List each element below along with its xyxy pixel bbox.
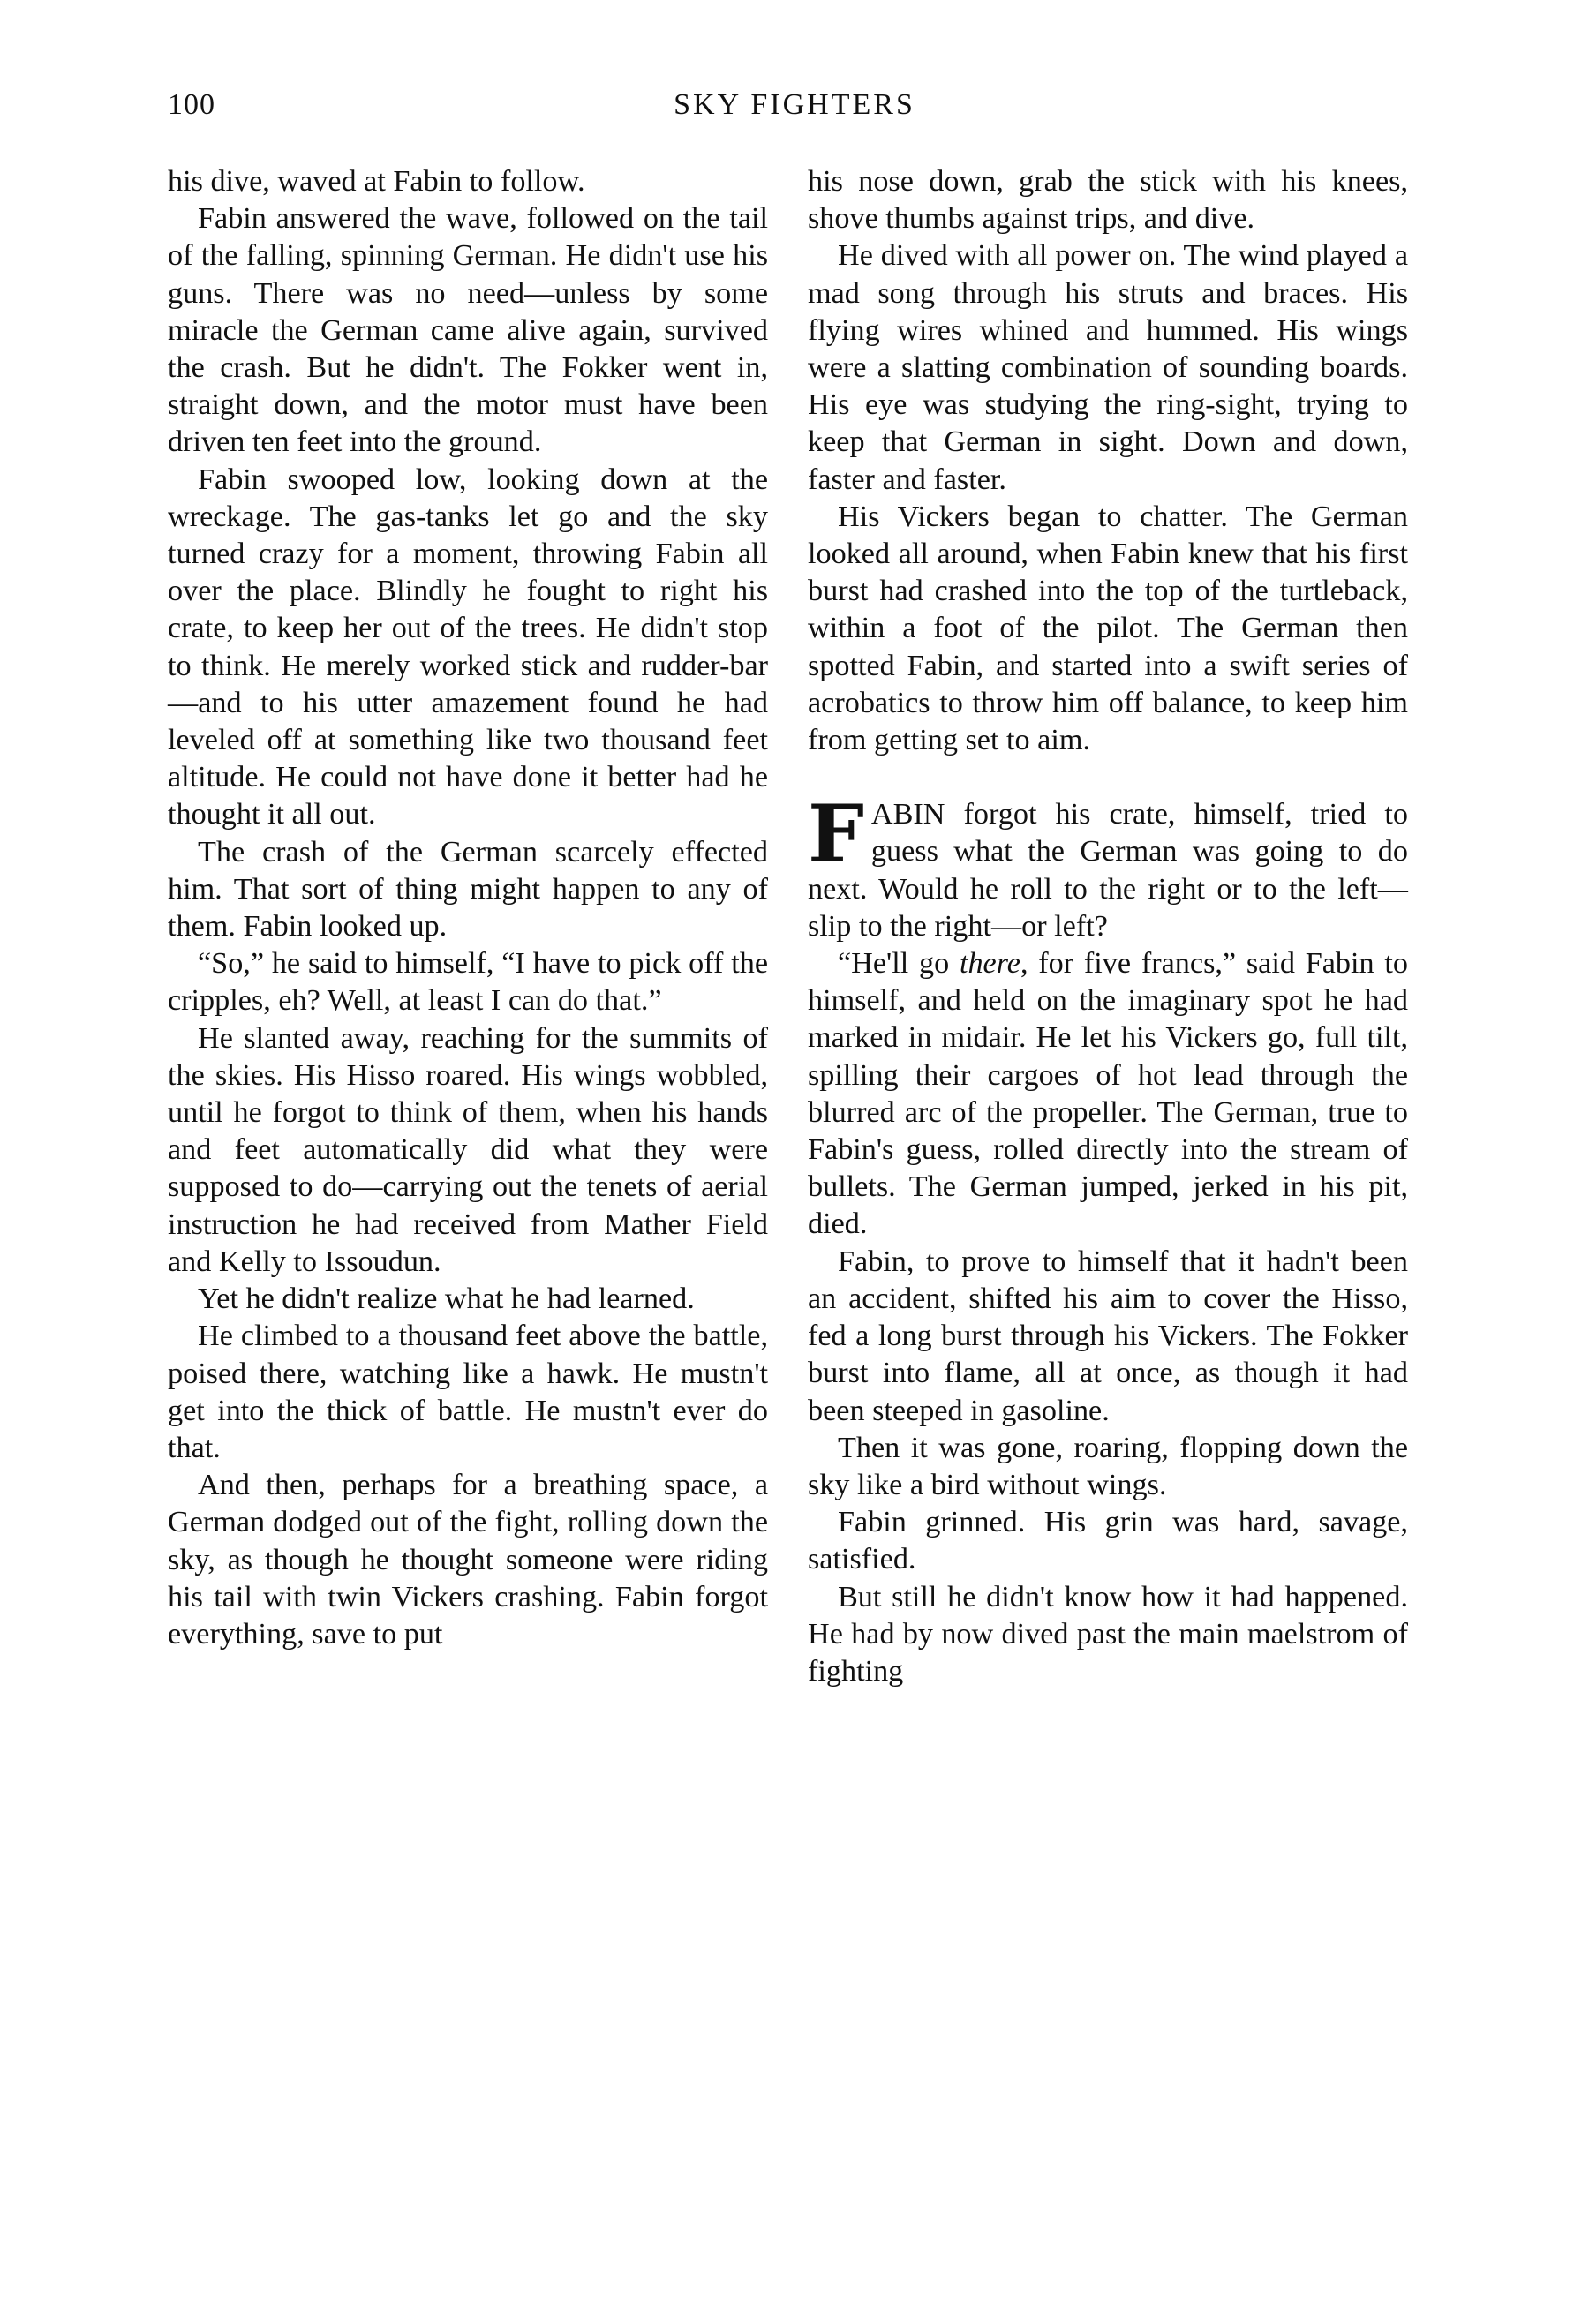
running-title: SKY FIGHTERS xyxy=(674,88,915,121)
quote-end: , for five francs,” said Fabin to himself, and held on the imaginary spot he had marked in midair. He let his Vickers go, full tilt, spilling their cargoes of hot lead through the blurred arc of the propeller. The German, true to Fabin's guess, rolled directly into the stream of bullets. The German jumped, jerked in his pit, died. xyxy=(808,947,1408,1241)
paragraph: He slanted away, reaching for the summits of the skies. His Hisso roared. His wings wobbled, until he forgot to think of them, when his hands and feet automatically did what they were supposed to do—carrying out the tenets of aerial instruction he had received from Mather Field and Kelly to Issoudun. xyxy=(168,1021,768,1278)
page-number: 100 xyxy=(168,88,215,121)
emphasis: there xyxy=(959,947,1020,981)
paragraph: Fabin grinned. His grin was hard, savage, satisfied. xyxy=(808,1506,1408,1576)
quote-start: “He'll go xyxy=(838,947,960,981)
paragraph: Then it was gone, roaring, flopping down the sky like a bird without wings. xyxy=(808,1431,1408,1501)
paragraph: The crash of the German scarcely effected him. That sort of thing might happen to any of them. Fabin looked up. xyxy=(168,835,768,944)
right-column xyxy=(808,163,1408,1690)
paragraph: his nose down, grab the stick with his knees, shove thumbs against trips, and dive. xyxy=(808,165,1408,236)
paragraph: Fabin swooped low, looking down at the wreckage. The gas-tanks let go and the sky turned crazy for a moment, throwing Fabin all over the place. Blindly he fought to right his crate, to keep her out of the trees. He didn't stop to think. He merely worked stick and rudder-bar —and to his utter amazement found he had leveled off at something like two thousand feet altitude. He could not have done it better had he thought it all out. xyxy=(168,463,768,831)
paragraph: Fabin answered the wave, followed on the tail of the falling, spinning German. He didn't use his guns. There was no need—unless by some miracle the German came alive again, survived the crash. But he didn't. The Fokker went in, straight down, and the motor must have been driven ten feet into the ground. xyxy=(168,202,768,459)
paragraph: His Vickers began to chatter. The German looked all around, when Fabin knew that his first burst had crashed into the top of the turtleback, within a foot of the pilot. The German then spotted Fabin, and started into a swift series of acrobatics to throw him off balance, to keep him from getting set to aim. xyxy=(808,500,1408,757)
drop-cap: F xyxy=(808,787,864,882)
paragraph xyxy=(808,945,1408,1244)
page-header xyxy=(168,88,1421,141)
paragraph: his dive, waved at Fabin to follow. xyxy=(168,165,585,198)
paragraph: He climbed to a thousand feet above the battle, poised there, watching like a hawk. He mustn't get into the thick of battle. He mustn't ever do that. xyxy=(168,1320,768,1464)
paragraph: He dived with all power on. The wind played a mad song through his struts and braces. His flying wires whined and hummed. His wings were a slatting combination of sounding boards. His eye was studying the ring-sight, trying to keep that German in sight. Down and down, faster and faster. xyxy=(808,239,1408,496)
paragraph: But still he didn't know how it had happened. He had by now dived past the main maelstrom of fighting xyxy=(808,1580,1408,1688)
paragraph: Fabin, to prove to himself that it hadn't been an accident, shifted his aim to cover the Hisso, fed a long burst through his Vickers. The Fokker burst into flame, all at once, as though it had been steeped in gasoline. xyxy=(808,1245,1408,1427)
paragraph: And then, perhaps for a breathing space, a German dodged out of the fight, rolling down the sky, as though he thought someone were riding his tail with twin Vickers crashing. Fabin forgot everything, save to put xyxy=(168,1469,768,1651)
paragraph: Yet he didn't realize what he had learned. xyxy=(198,1282,695,1316)
drop-cap-paragraph xyxy=(808,787,1408,945)
paragraph: “So,” he said to himself, “I have to pick off the cripples, eh? Well, at least I can do that.” xyxy=(168,947,768,1018)
section-break xyxy=(808,759,1408,796)
drop-cap-paragraph-text: ABIN forgot his crate, himself, tried to guess what the German was going to do next. Would he roll to the right or to the left—slip to the right—or left? xyxy=(808,798,1408,943)
left-column xyxy=(168,163,768,1653)
